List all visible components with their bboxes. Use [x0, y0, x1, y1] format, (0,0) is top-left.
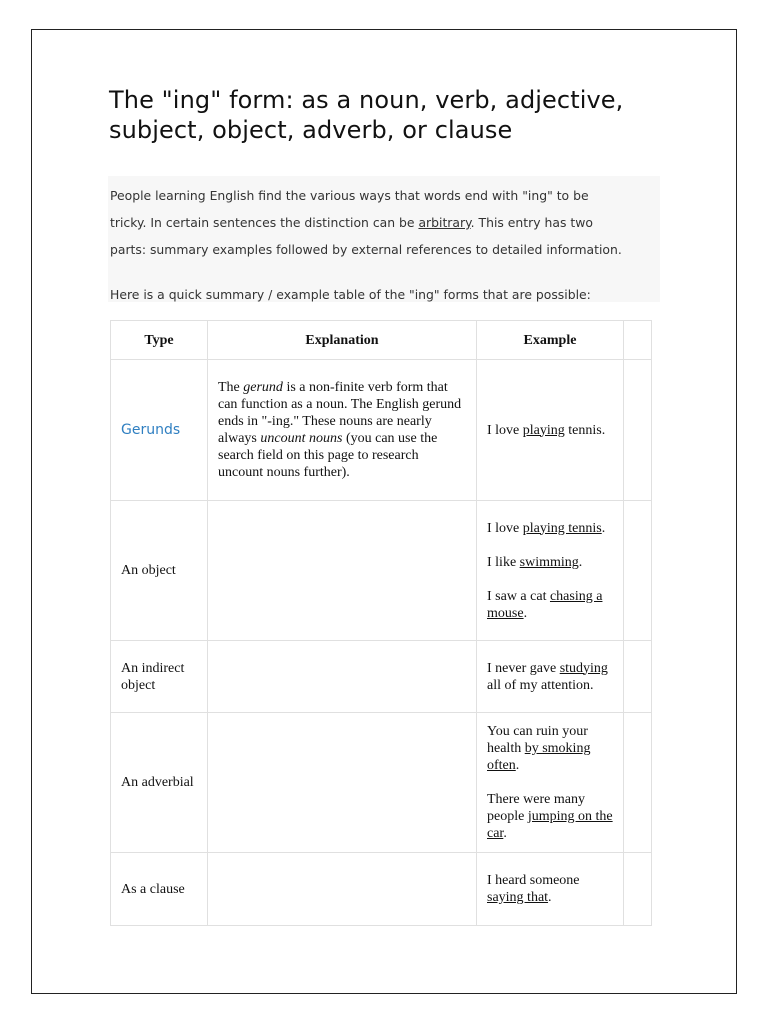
- example-sentence: [487, 588, 613, 622]
- explanation-term: gerund: [243, 380, 283, 395]
- explanation-cell: [208, 641, 477, 713]
- header-type: Type: [111, 321, 208, 360]
- intro-line-1: People learning English find the various ways that words end with "ing" to be: [110, 188, 589, 203]
- example-underlined: by smoking often: [487, 741, 591, 773]
- empty-cell: [624, 501, 652, 641]
- example-cell: [477, 713, 624, 853]
- example-underlined: studying: [559, 660, 608, 676]
- example-cell: [477, 501, 624, 641]
- example-text: .: [601, 520, 606, 536]
- example-text: .: [578, 554, 583, 570]
- table-row: [111, 713, 652, 853]
- explanation-text: (you can use the search field on this page to research uncount nouns further).: [218, 431, 438, 480]
- empty-cell: [624, 360, 652, 501]
- example-text: I like: [487, 554, 520, 570]
- example-underlined: playing: [522, 422, 565, 438]
- example-sentence: [487, 520, 613, 537]
- example-text: all of my attention.: [487, 677, 594, 693]
- example-underlined: saying that: [487, 890, 549, 905]
- explanation-text: The: [218, 380, 244, 395]
- example-text: I saw a cat: [487, 588, 550, 604]
- empty-cell: [624, 713, 652, 853]
- intro-text: tricky. In certain sentences the distinction can be: [110, 215, 419, 230]
- table-row: [111, 641, 652, 713]
- explanation-text: is a non-finite verb form that can function as a noun. The English gerund ends in "-ing." These nouns are nearly always: [218, 380, 462, 446]
- explanation-cell: [208, 713, 477, 853]
- header-explanation: Explanation: [208, 321, 477, 360]
- table-header-row: [111, 321, 652, 360]
- example-cell: [477, 360, 624, 501]
- type-cell: As a clause: [111, 853, 208, 926]
- table-row: [111, 360, 652, 501]
- example-underlined: jumping on the car: [487, 809, 613, 841]
- example-sentence: [487, 554, 613, 571]
- intro-box: [108, 176, 660, 302]
- type-cell: An indirect object: [111, 641, 208, 713]
- example-text: There were many people: [487, 792, 585, 824]
- example-text: .: [503, 826, 507, 841]
- explanation-term: uncount nouns: [260, 431, 343, 446]
- ing-forms-table: [110, 320, 652, 926]
- type-cell: An adverbial: [111, 713, 208, 853]
- page-title: The "ing" form: as a noun, verb, adjective, subject, object, adverb, or clause: [109, 86, 624, 144]
- header-example: Example: [477, 321, 624, 360]
- empty-cell: [624, 853, 652, 926]
- example-cell: [477, 853, 624, 926]
- example-text: I love: [487, 422, 523, 438]
- example-underlined: swimming: [519, 554, 579, 570]
- explanation-cell: [208, 360, 477, 501]
- intro-line-4: Here is a quick summary / example table of the "ing" forms that are possible:: [110, 287, 591, 302]
- header-empty: [624, 321, 652, 360]
- example-sentence: [487, 422, 613, 439]
- example-sentence: [487, 791, 613, 842]
- arbitrary-link[interactable]: arbitrary: [418, 215, 471, 230]
- example-text: .: [548, 890, 552, 905]
- example-cell: [477, 641, 624, 713]
- example-sentence: [487, 872, 613, 906]
- example-underlined: playing tennis: [522, 520, 602, 536]
- example-text: tennis.: [564, 422, 606, 438]
- example-text: .: [523, 605, 528, 621]
- empty-cell: [624, 641, 652, 713]
- explanation-cell: [208, 501, 477, 641]
- table-row: [111, 501, 652, 641]
- type-cell: An object: [111, 501, 208, 641]
- type-cell: [111, 360, 208, 501]
- example-sentence: [487, 723, 613, 774]
- intro-line-3: parts: summary examples followed by external references to detailed information.: [110, 242, 622, 257]
- intro-text: . This entry has two: [470, 215, 593, 230]
- example-text: I love: [487, 520, 523, 536]
- gerunds-link[interactable]: Gerunds: [121, 421, 181, 438]
- table-row: [111, 853, 652, 926]
- example-text: I heard someone: [487, 873, 580, 888]
- example-text: You can ruin your health: [487, 724, 588, 756]
- example-sentence: [487, 660, 613, 694]
- intro-line-2: [110, 215, 593, 230]
- example-underlined: chasing a mouse: [487, 588, 603, 621]
- explanation-cell: [208, 853, 477, 926]
- example-text: I never gave: [487, 660, 560, 676]
- example-text: .: [515, 758, 520, 773]
